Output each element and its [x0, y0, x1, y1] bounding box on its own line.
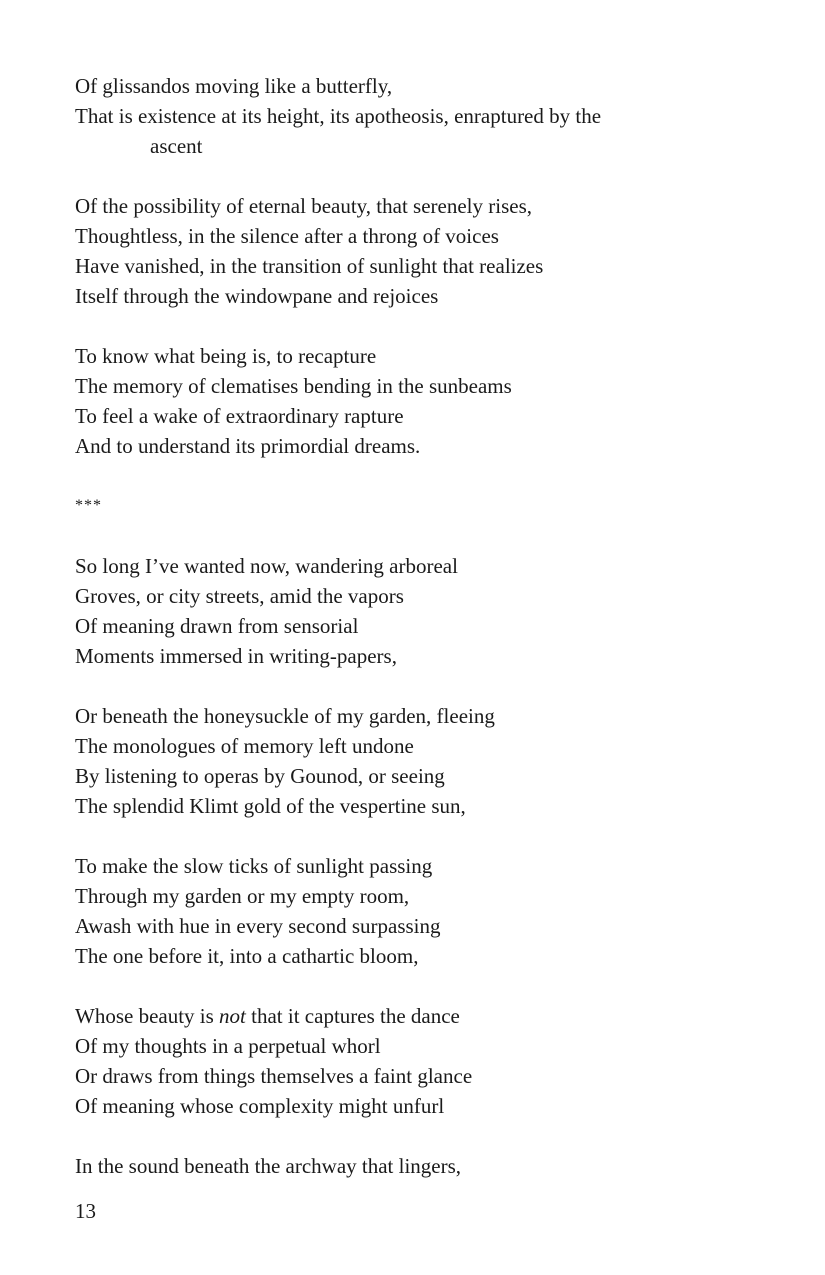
poem-line [75, 1001, 795, 1031]
poem-line: Awash with hue in every second surpassing [75, 914, 441, 938]
poem-line: Have vanished, in the transition of sunlight that realizes [75, 254, 544, 278]
stanza-break [75, 461, 795, 491]
poem-line: Of the possibility of eternal beauty, that serenely rises, [75, 194, 533, 218]
poem-line: Or beneath the honeysuckle of my garden, fleeing [75, 704, 495, 728]
stanza [75, 851, 795, 971]
poem-line: And to understand its primordial dreams. [75, 434, 421, 458]
poem-line: Itself through the windowpane and rejoices [75, 284, 439, 308]
poem-body [75, 71, 795, 1181]
stanza-break [75, 161, 795, 191]
poem-line: Groves, or city streets, amid the vapors [75, 584, 404, 608]
poem-line: Moments immersed in writing-papers, [75, 644, 397, 668]
poem-line: By listening to operas by Gounod, or seeing [75, 764, 445, 788]
stanza [75, 1151, 795, 1181]
stanza-break [75, 1121, 795, 1151]
stanza [75, 701, 795, 821]
stanza-break [75, 521, 795, 551]
poem-line: So long I’ve wanted now, wandering arboreal [75, 554, 458, 578]
poem-line: To know what being is, to recapture [75, 344, 377, 368]
poem-line-text: that it captures the dance [245, 1004, 460, 1028]
section-separator: *** [75, 497, 102, 514]
poem-line: To make the slow ticks of sunlight passing [75, 854, 433, 878]
poem-line: Or draws from things themselves a faint glance [75, 1064, 473, 1088]
poem-line-continuation: ascent [150, 134, 203, 158]
stanza [75, 551, 795, 671]
poem-line: Of meaning whose complexity might unfurl [75, 1094, 445, 1118]
stanza-break [75, 671, 795, 701]
stanza-break [75, 311, 795, 341]
stanza [75, 71, 795, 161]
poem-line-text: Whose beauty is [75, 1004, 220, 1028]
stanza [75, 1001, 795, 1121]
poem-line: The one before it, into a cathartic bloom, [75, 944, 419, 968]
poem-line: The monologues of memory left undone [75, 734, 414, 758]
poem-line: Of meaning drawn from sensorial [75, 614, 359, 638]
stanza-break [75, 821, 795, 851]
poem-line: That is existence at its height, its apotheosis, enraptured by the [75, 104, 602, 128]
poem-line: The splendid Klimt gold of the vespertine sun, [75, 794, 466, 818]
poem-line: Thoughtless, in the silence after a throng of voices [75, 224, 499, 248]
poem-line: To feel a wake of extraordinary rapture [75, 404, 404, 428]
stanza [75, 341, 795, 461]
page-number: 13 [75, 1199, 96, 1223]
poem-line: The memory of clematises bending in the sunbeams [75, 374, 512, 398]
poem-line: Through my garden or my empty room, [75, 884, 410, 908]
poem-line: Of my thoughts in a perpetual whorl [75, 1034, 381, 1058]
stanza [75, 191, 795, 311]
emphasized-word: not [219, 1004, 246, 1028]
stanza-break [75, 971, 795, 1001]
poem-line: Of glissandos moving like a butterfly, [75, 74, 393, 98]
poem-line: In the sound beneath the archway that lingers, [75, 1154, 462, 1178]
